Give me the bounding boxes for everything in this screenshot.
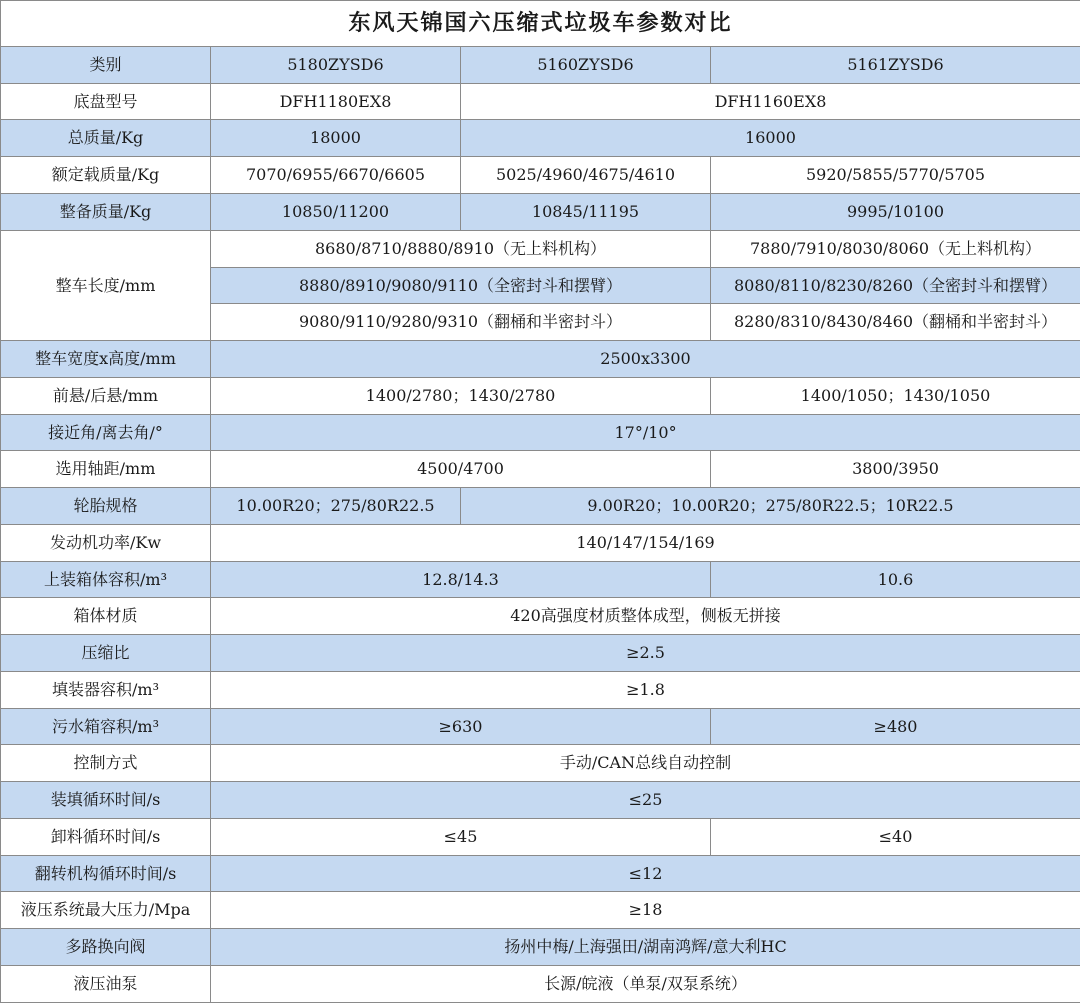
cell-gross-mass-23: 16000 (461, 120, 1080, 157)
row-label-width-height: 整车宽度x高度/mm (1, 341, 211, 378)
cell-control: 手动/CAN总线自动控制 (211, 745, 1080, 782)
cell-unload-cycle-3: ≤40 (711, 819, 1080, 856)
row-label-curb-mass: 整备质量/Kg (1, 194, 211, 231)
cell-engine-power: 140/147/154/169 (211, 525, 1080, 562)
cell-compression-ratio: ≥2.5 (211, 635, 1080, 672)
row-label-overhang: 前悬/后悬/mm (1, 378, 211, 415)
cell-unload-cycle-12: ≤45 (211, 819, 711, 856)
cell-tires-1: 10.00R20；275/80R22.5 (211, 488, 461, 525)
cell-curb-mass-3: 9995/10100 (711, 194, 1080, 231)
row-label-gross-mass: 总质量/Kg (1, 120, 211, 157)
cell-curb-mass-1: 10850/11200 (211, 194, 461, 231)
row-label-engine-power: 发动机功率/Kw (1, 525, 211, 562)
row-label-load-cycle: 装填循环时间/s (1, 782, 211, 819)
cell-angles: 17°/10° (211, 415, 1080, 451)
model-5180: 5180ZYSD6 (211, 47, 461, 84)
table-title: 东风天锦国六压缩式垃圾车参数对比 (1, 1, 1080, 47)
cell-body-volume-3: 10.6 (711, 562, 1080, 598)
cell-length-3-c: 8280/8310/8430/8460（翻桶和半密封斗） (711, 304, 1080, 341)
cell-overhang-12: 1400/2780；1430/2780 (211, 378, 711, 415)
cell-chassis-23: DFH1160EX8 (461, 84, 1080, 120)
model-5160: 5160ZYSD6 (461, 47, 711, 84)
row-label-control: 控制方式 (1, 745, 211, 782)
cell-tires-23: 9.00R20；10.00R20；275/80R22.5；10R22.5 (461, 488, 1080, 525)
cell-flip-cycle: ≤12 (211, 856, 1080, 892)
cell-chassis-1: DFH1180EX8 (211, 84, 461, 120)
cell-valve: 扬州中梅/上海强田/湖南鸿辉/意大利HC (211, 929, 1080, 966)
cell-sewage-volume-12: ≥630 (211, 709, 711, 745)
row-label-sewage-volume: 污水箱容积/m³ (1, 709, 211, 745)
row-label-wheelbase: 选用轴距/mm (1, 451, 211, 488)
row-label-valve: 多路换向阀 (1, 929, 211, 966)
row-label-filler-volume: 填装器容积/m³ (1, 672, 211, 709)
cell-wheelbase-12: 4500/4700 (211, 451, 711, 488)
cell-curb-mass-2: 10845/11195 (461, 194, 711, 231)
row-label-pump: 液压油泵 (1, 966, 211, 1003)
cell-length-12-c: 9080/9110/9280/9310（翻桶和半密封斗） (211, 304, 711, 341)
cell-length-12-a: 8680/8710/8880/8910（无上料机构） (211, 231, 711, 268)
cell-length-3-a: 7880/7910/8030/8060（无上料机构） (711, 231, 1080, 268)
cell-overhang-3: 1400/1050；1430/1050 (711, 378, 1080, 415)
cell-rated-load-3: 5920/5855/5770/5705 (711, 157, 1080, 194)
cell-rated-load-1: 7070/6955/6670/6605 (211, 157, 461, 194)
cell-rated-load-2: 5025/4960/4675/4610 (461, 157, 711, 194)
row-label-compression-ratio: 压缩比 (1, 635, 211, 672)
row-label-category: 类别 (1, 47, 211, 84)
row-label-unload-cycle: 卸料循环时间/s (1, 819, 211, 856)
cell-length-12-b: 8880/8910/9080/9110（全密封斗和摆臂） (211, 268, 711, 304)
cell-width-height: 2500x3300 (211, 341, 1080, 378)
row-label-tires: 轮胎规格 (1, 488, 211, 525)
row-label-rated-load: 额定载质量/Kg (1, 157, 211, 194)
row-label-hydraulic-pressure: 液压系统最大压力/Mpa (1, 892, 211, 929)
cell-gross-mass-1: 18000 (211, 120, 461, 157)
model-5161: 5161ZYSD6 (711, 47, 1080, 84)
row-label-chassis: 底盘型号 (1, 84, 211, 120)
cell-load-cycle: ≤25 (211, 782, 1080, 819)
row-label-length: 整车长度/mm (1, 231, 211, 341)
cell-pump: 长源/皖液（单泵/双泵系统） (211, 966, 1080, 1003)
row-label-angles: 接近角/离去角/° (1, 415, 211, 451)
row-label-flip-cycle: 翻转机构循环时间/s (1, 856, 211, 892)
cell-sewage-volume-3: ≥480 (711, 709, 1080, 745)
cell-wheelbase-3: 3800/3950 (711, 451, 1080, 488)
row-label-body-material: 箱体材质 (1, 598, 211, 635)
cell-body-volume-12: 12.8/14.3 (211, 562, 711, 598)
cell-filler-volume: ≥1.8 (211, 672, 1080, 709)
cell-hydraulic-pressure: ≥18 (211, 892, 1080, 929)
cell-length-3-b: 8080/8110/8230/8260（全密封斗和摆臂） (711, 268, 1080, 304)
cell-body-material: 420高强度材质整体成型，侧板无拼接 (211, 598, 1080, 635)
row-label-body-volume: 上装箱体容积/m³ (1, 562, 211, 598)
